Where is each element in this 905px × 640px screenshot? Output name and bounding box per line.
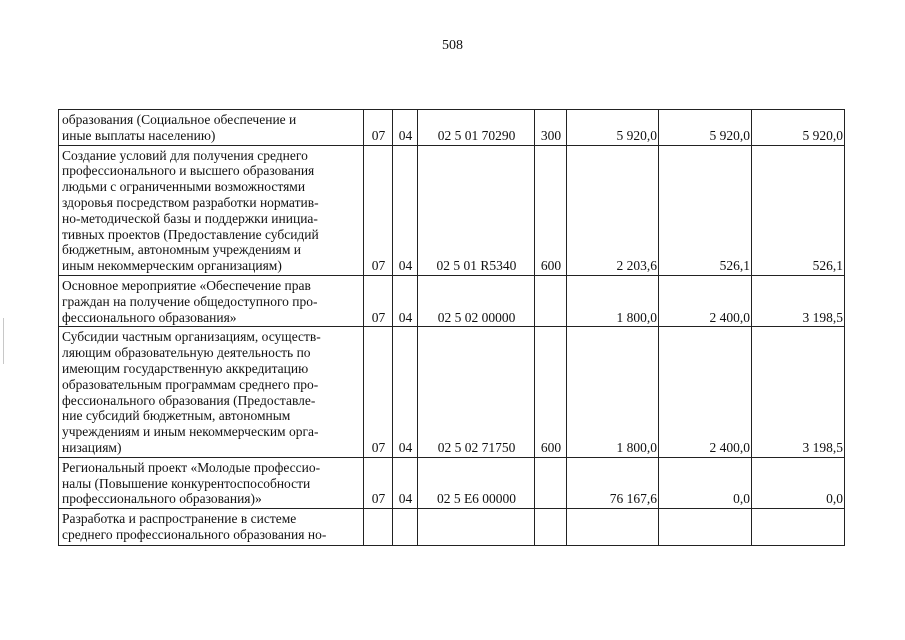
row-description: Создание условий для получения среднего профессионального и высшего образования людьми с ограниченными возможностями здоровья посредством разработки норматив- но-методической базы и поддержки инициа- тивных проектов (Предоставление субсидий бюджетным, автономным учреждениям и иным некоммерческим организациям): [59, 145, 364, 275]
row-section: 07: [364, 110, 393, 146]
row-amount-1: 1 800,0: [567, 275, 659, 326]
budget-table: [58, 109, 845, 546]
row-amount-1: 5 920,0: [567, 110, 659, 146]
row-amount-3: 5 920,0: [752, 110, 845, 146]
table-row: [59, 457, 845, 508]
row-amount-1: [567, 509, 659, 546]
row-description: Основное мероприятие «Обеспечение прав граждан на получение общедоступного про- фессионального образования»: [59, 275, 364, 326]
row-expense-type: 600: [535, 145, 567, 275]
page-number: 508: [442, 38, 463, 53]
row-description: Субсидии частным организациям, осуществ- ляющим образовательную деятельность по имеющим государственную аккредитацию образовательным программам среднего про- фессионального образования (Предоставле- ние субсидий бюджетным, автономным учреждениям и иным некоммерческим орга- низациям): [59, 327, 364, 457]
table-row: [59, 110, 845, 146]
row-subsection: 04: [393, 110, 418, 146]
row-amount-2: 5 920,0: [659, 110, 752, 146]
row-amount-1: 1 800,0: [567, 327, 659, 457]
row-expense-type: [535, 457, 567, 508]
row-expense-type: [535, 509, 567, 546]
row-amount-3: 526,1: [752, 145, 845, 275]
row-amount-2: 0,0: [659, 457, 752, 508]
row-section: [364, 509, 393, 546]
row-expense-type: [535, 275, 567, 326]
row-expense-type: 300: [535, 110, 567, 146]
row-target-article: 02 5 02 00000: [418, 275, 535, 326]
row-amount-2: 2 400,0: [659, 275, 752, 326]
row-description: образования (Социальное обеспечение и иные выплаты населению): [59, 110, 364, 146]
row-description: Разработка и распространение в системе среднего профессионального образования но-: [59, 509, 364, 546]
row-amount-3: 3 198,5: [752, 275, 845, 326]
row-expense-type: 600: [535, 327, 567, 457]
row-target-article: 02 5 02 71750: [418, 327, 535, 457]
row-description: Региональный проект «Молодые профессио- налы (Повышение конкурентоспособности профессионального образования)»: [59, 457, 364, 508]
table-row: [59, 275, 845, 326]
row-amount-2: [659, 509, 752, 546]
row-target-article: [418, 509, 535, 546]
row-section: 07: [364, 275, 393, 326]
row-subsection: 04: [393, 327, 418, 457]
row-subsection: 04: [393, 275, 418, 326]
table-row: [59, 145, 845, 275]
row-subsection: 04: [393, 457, 418, 508]
row-amount-3: 3 198,5: [752, 327, 845, 457]
row-target-article: 02 5 01 R5340: [418, 145, 535, 275]
row-amount-1: 76 167,6: [567, 457, 659, 508]
row-subsection: 04: [393, 145, 418, 275]
margin-mark: [3, 318, 4, 364]
row-amount-3: 0,0: [752, 457, 845, 508]
row-target-article: 02 5 E6 00000: [418, 457, 535, 508]
row-section: 07: [364, 457, 393, 508]
row-section: 07: [364, 327, 393, 457]
row-subsection: [393, 509, 418, 546]
row-amount-2: 2 400,0: [659, 327, 752, 457]
row-target-article: 02 5 01 70290: [418, 110, 535, 146]
row-amount-2: 526,1: [659, 145, 752, 275]
table-row: [59, 509, 845, 546]
row-amount-1: 2 203,6: [567, 145, 659, 275]
row-amount-3: [752, 509, 845, 546]
table-row: [59, 327, 845, 457]
row-section: 07: [364, 145, 393, 275]
